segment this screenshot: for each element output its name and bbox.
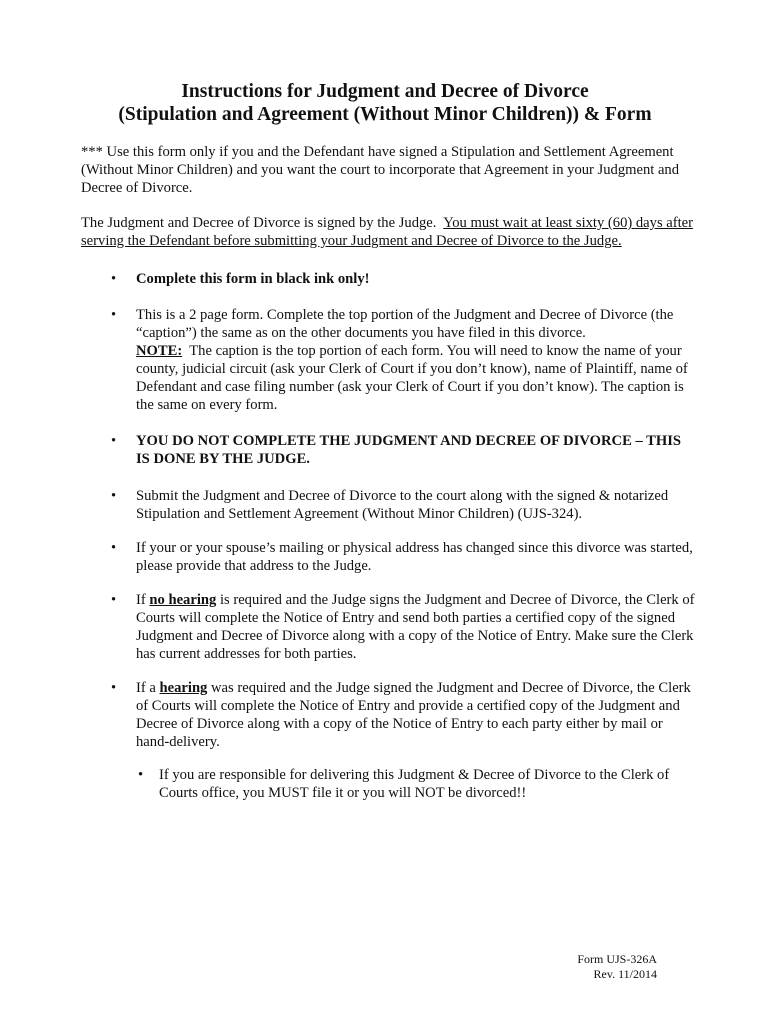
bullet-icon: • — [111, 307, 117, 323]
two-page-form-text: This is a 2 page form. Complete the top portion of the Judgment and Decree of Divorce (the “caption”) the same as on the other documents you have filed in this divorce. — [136, 307, 674, 341]
hearing-prefix: If a — [136, 680, 156, 696]
bullet-icon: • — [138, 767, 144, 783]
judge-paragraph — [81, 214, 701, 250]
delivery-instruction: If you are responsible for delivering this Judgment & Decree of Divorce to the Clerk of Courts office, you MUST file it or you will NOT be divorced!! — [159, 767, 670, 801]
note-text: The caption is the top portion of each form. You will need to know the name of your county, judicial circuit (ask your Clerk of Court if you don’t know), name of Plaintiff, name of Defendant and case filing number (ask your Clerk of Court if you don’t know). The caption is the same on every form. — [136, 343, 688, 413]
no-hearing-instruction — [136, 591, 696, 663]
black-ink-instruction: Complete this form in black ink only! — [136, 271, 370, 287]
judge-paragraph-plain: The Judgment and Decree of Divorce is signed by the Judge. — [81, 215, 437, 231]
no-hearing-emphasis: no hearing — [149, 592, 217, 608]
page-subtitle: (Stipulation and Agreement (Without Minor Children)) & Form — [118, 104, 652, 125]
submit-instruction: Submit the Judgment and Decree of Divorce to the court along with the signed & notarized Stipulation and Settlement Agreement (Without Minor Children) (UJS-324). — [136, 488, 669, 522]
form-number: Form UJS-326A — [577, 952, 657, 966]
bullet-icon: • — [111, 540, 117, 556]
note-label: NOTE: — [136, 343, 183, 359]
no-hearing-text: is required and the Judge signs the Judgment and Decree of Divorce, the Clerk of Courts will complete the Notice of Entry and send both parties a certified copy of the signed Judgment and Decree of Divorce along with a copy of the Notice of Entry. Make sure the Clerk has current addresses for both parties. — [136, 592, 695, 662]
bullet-icon: • — [111, 680, 117, 696]
page-title: Instructions for Judgment and Decree of Divorce — [181, 81, 589, 102]
hearing-instruction — [136, 679, 696, 751]
bullet-icon: • — [111, 271, 117, 287]
bullet-icon: • — [111, 488, 117, 504]
hearing-text: was required and the Judge signed the Judgment and Decree of Divorce, the Clerk of Courts will complete the Notice of Entry and provide a certified copy of the Judgment and Decree of Divorce along with a copy of the Notice of Entry to each party either by mail or hand-delivery. — [136, 680, 691, 750]
address-change-instruction: If your or your spouse’s mailing or physical address has changed since this divorce was started, please provide that address to the Judge. — [136, 540, 693, 574]
judge-completes-warning: YOU DO NOT COMPLETE THE JUDGMENT AND DECREE OF DIVORCE – THIS IS DONE BY THE JUDGE. — [136, 433, 682, 467]
revision-date: Rev. 11/2014 — [593, 967, 657, 981]
waiting-period-notice: You must wait at least sixty (60) days after serving the Defendant before submitting your Judgment and Decree of Divorce to the Judge. — [81, 215, 694, 249]
hearing-emphasis: hearing — [159, 680, 208, 696]
intro-paragraph: *** Use this form only if you and the Defendant have signed a Stipulation and Settlement Agreement (Without Minor Children) and you want the court to incorporate that Agreement in your Judgment and Decree of Divorce. — [81, 144, 680, 196]
two-page-form-instruction — [136, 306, 696, 414]
bullet-icon: • — [111, 592, 117, 608]
no-hearing-prefix: If — [136, 592, 146, 608]
bullet-icon: • — [111, 433, 117, 449]
